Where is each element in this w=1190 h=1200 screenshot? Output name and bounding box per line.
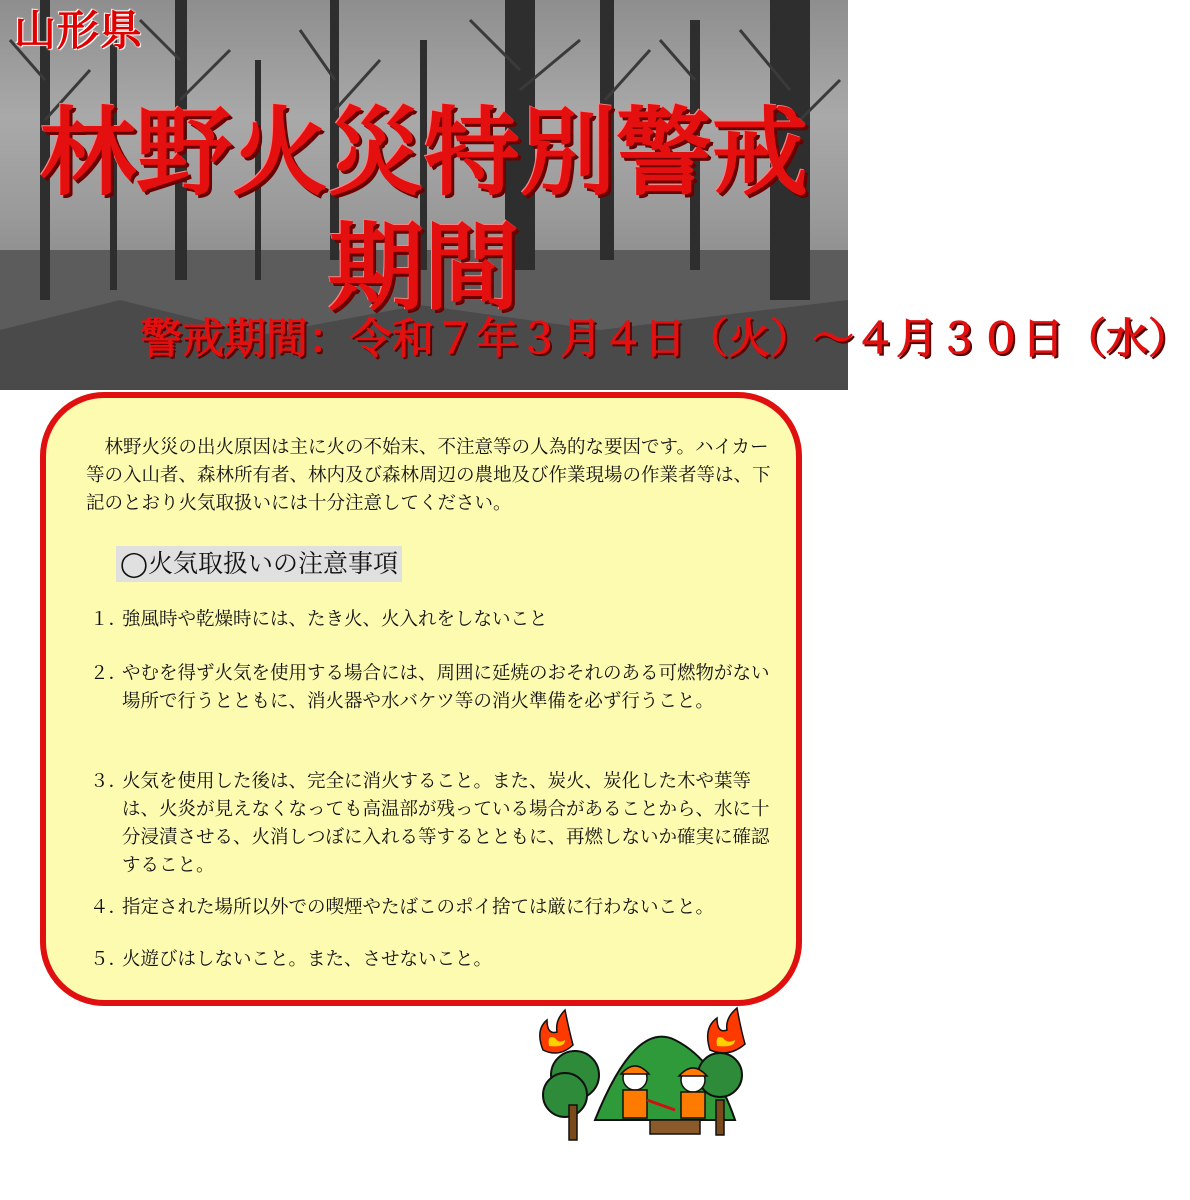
list-item (90, 660, 780, 716)
item-text: やむを得ず火気を使用する場合には、周囲に延焼のおそれのある可燃物がない場所で行うとともに、消火器や水バケツ等の消火準備を必ず行うこと。 (122, 663, 770, 712)
list-item (90, 606, 780, 634)
item-text: 火気を使用した後は、完全に消火すること。また、炭火、炭化した木や葉等は、火炎が見えなくなっても高温部が残っている場合があることから、水に十分浸漬させる、火消しつぼに入れる等するとともに、再燃しないか確実に確認すること。 (122, 771, 770, 876)
list-item (90, 768, 780, 880)
list-item (90, 894, 780, 922)
prefecture-label: 山形県 (14, 6, 144, 55)
item-text: 強風時や乾燥時には、たき火、火入れをしないこと (122, 609, 548, 630)
page-title: 林野火災特別警戒期間 (40, 97, 808, 325)
item-number: １． (90, 609, 128, 630)
item-number: ２． (90, 663, 128, 684)
hero-banner (0, 0, 1190, 390)
item-text: 指定された場所以外での喫煙やたばこのポイ捨ては厳に行わないこと。 (122, 897, 715, 918)
intro-text: 林野火災の出火原因は主に火の不始末、不注意等の人為的な要因です。ハイカー等の入山者、森林所有者、林内及び森林周辺の農地及び作業現場の作業者等は、下記のとおり火気取扱いには十分注意してください。 (86, 437, 771, 514)
item-number: ３． (90, 771, 128, 792)
notice-card (40, 392, 802, 1006)
precautions-heading: ◯火気取扱いの注意事項 (116, 546, 402, 582)
firefighters-illustration (525, 1000, 755, 1150)
item-number: ５． (90, 949, 128, 970)
list-item (90, 946, 780, 974)
alert-period: 警戒期間：令和７年３月４日（火）～４月３０日（水） (140, 314, 1190, 363)
item-number: ４． (90, 897, 128, 918)
item-text: 火遊びはしないこと。また、させないこと。 (122, 949, 493, 970)
